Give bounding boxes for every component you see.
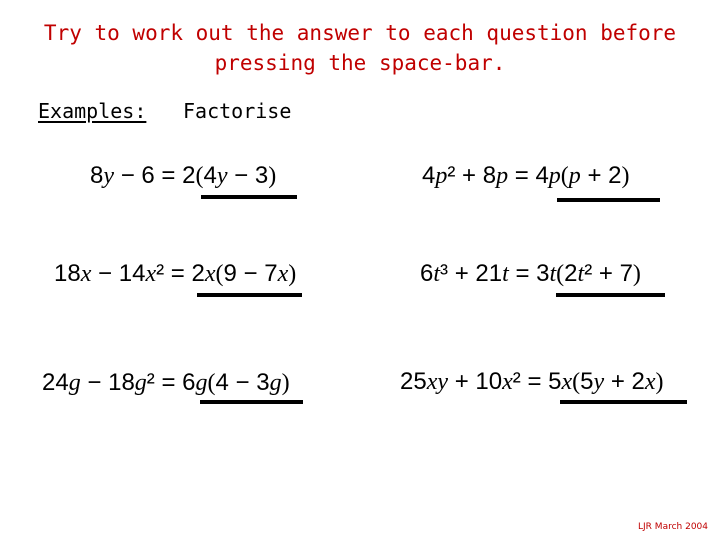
question-4-answer: 3t(2t² + 7) (536, 260, 641, 287)
equals-sign: = (161, 369, 183, 396)
equals-sign: = (161, 162, 183, 189)
question-1 (90, 160, 276, 192)
title-line-1: Try to work out the answer to each question before (43, 21, 677, 45)
question-6-answer: 5x(5y + 2x) (548, 368, 664, 395)
question-4-expression: 6t³ + 21t (420, 260, 509, 287)
title-line-2: pressing the space-bar. (214, 51, 506, 75)
question-2-answer: 4p(p + 2) (535, 162, 630, 189)
answer-underline-3 (197, 293, 302, 297)
factorise-instruction: Factorise (183, 99, 292, 123)
question-3-answer: 2x(9 − 7x) (191, 260, 297, 287)
answer-underline-6 (560, 400, 687, 404)
question-5-expression: 24g − 18g² (42, 369, 155, 396)
question-3-expression: 18x − 14x² (54, 260, 165, 287)
question-4 (420, 258, 641, 290)
question-2-expression: 4p² + 8p (422, 162, 509, 189)
question-5 (42, 367, 290, 399)
answer-underline-5 (200, 400, 303, 404)
examples-label: Examples: (38, 99, 147, 123)
equals-sign: = (527, 368, 549, 395)
question-1-expression: 8y − 6 (90, 162, 155, 189)
answer-underline-2 (557, 198, 660, 202)
question-5-answer: 6g(4 − 3g) (182, 369, 290, 396)
answer-underline-1 (201, 195, 297, 199)
equals-sign: = (170, 260, 192, 287)
equals-sign: = (515, 260, 537, 287)
question-1-answer: 2(4y − 3) (182, 162, 277, 189)
question-2 (422, 160, 630, 192)
answer-underline-4 (556, 293, 665, 297)
question-6 (400, 366, 664, 398)
footer-credit: LJR March 2004 (638, 522, 708, 532)
question-6-expression: 25xy + 10x² (400, 368, 521, 395)
equals-sign: = (514, 162, 536, 189)
instruction-title (0, 18, 720, 78)
question-3 (54, 258, 296, 290)
